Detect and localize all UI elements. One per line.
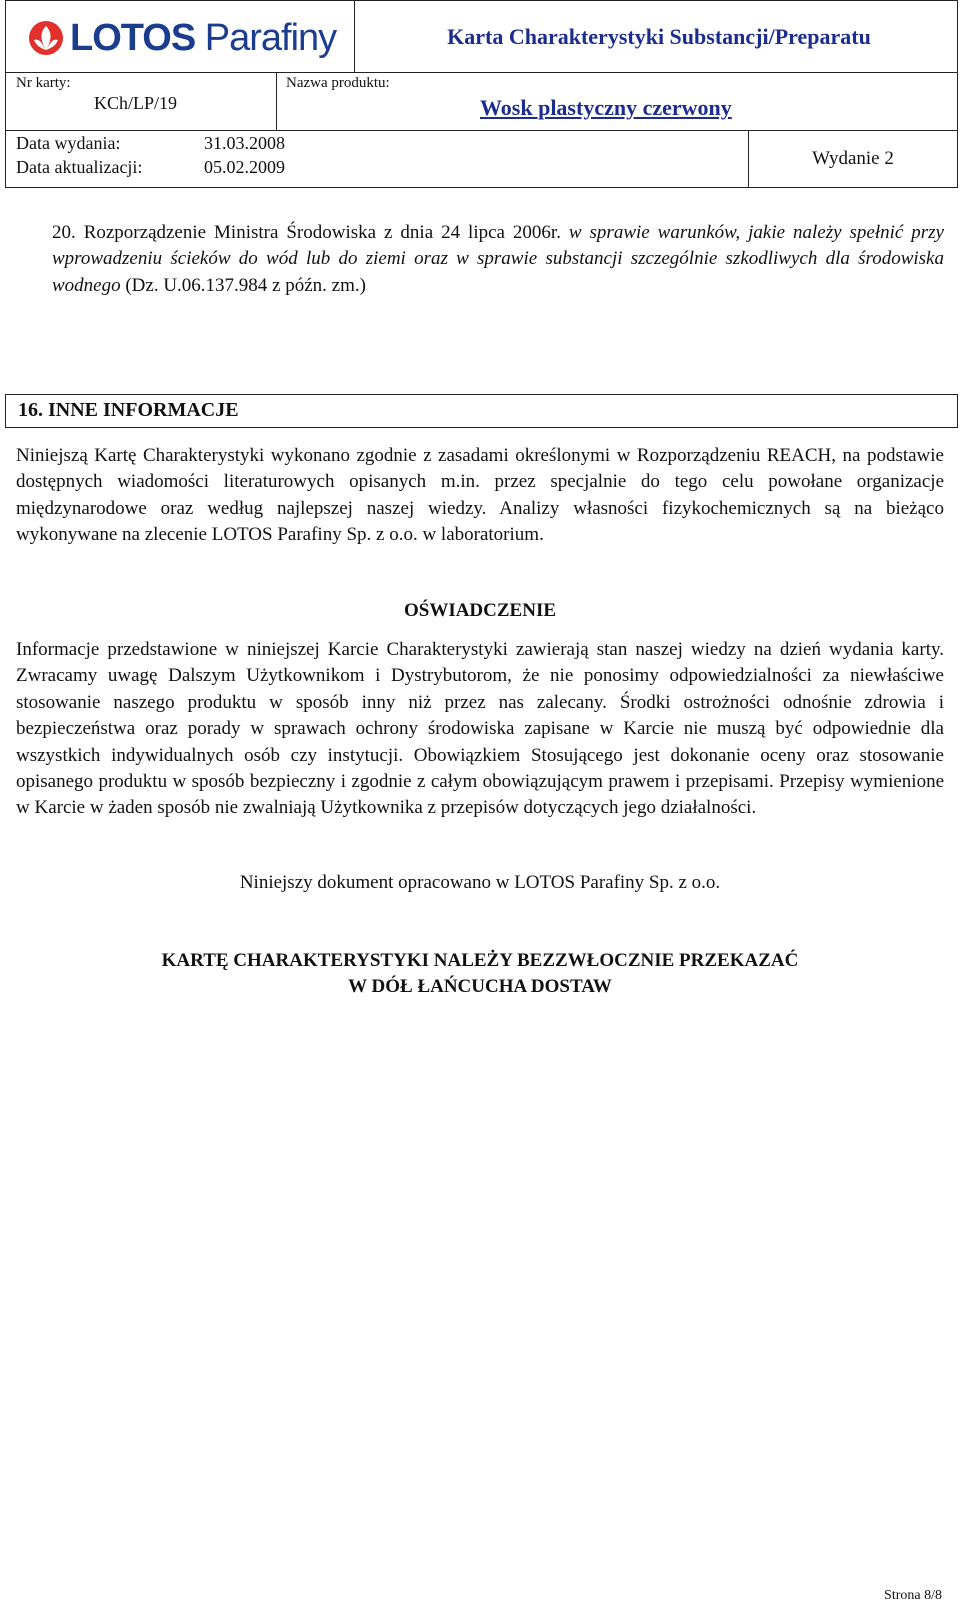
statement-text: Informacje przedstawione w niniejszej Karcie Charakterystyki zawierają stan naszej wiedzy na dzień wydania karty. Zwracamy uwagę Dalszym Użytkownikom i Dystrybutorom, że nie ponosimy odpowiedzialności za niewłaściwe stosowanie naszego produktu w sposób inny niż przez nas zalecany. Środki ostrożności odnośnie zdrowia i bezpieczeństwa oraz porady w sprawach ochrony środowiska zapisane w Karcie nie muszą być odpowiednie dla wszystkich indywidualnych osób czy instytucji. Obowiązkiem Stosującego jest dokonanie oceny oraz stosowanie opisanego produktu w sposób bezpieczny i zgodnie z całym obowiązującym prawem i przepisami. Przepisy wymienione w Karcie w żaden sposób nie zwalniają Użytkownika z przepisów dotyczących jego działalności.	[16, 639, 944, 819]
header-divider	[276, 73, 277, 130]
section-16-paragraph: Niniejszą Kartę Charakterystyki wykonano zgodnie z zasadami określonymi w Rozporządzeniu REACH, na podstawie dostępnych wiadomości literaturowych opisanych m.in. przez specjalnie do tego celu powołane organizacje międzynarodowe oraz według najlepszej naszej wiedzy. Analizy własności fizykochemicznych są na bieżąco wykonywane na zlecenie LOTOS Parafiny Sp. z o.o. w laboratorium.	[16, 445, 944, 546]
update-date-label: Data aktualizacji:	[16, 157, 143, 177]
header-dates-row	[6, 131, 957, 187]
header-top-row	[6, 1, 957, 73]
issue-date: 31.03.2008	[204, 133, 285, 153]
regulation-prefix: 20. Rozporządzenie Ministra Środowiska z dnia 24 lipca 2006r.	[52, 222, 569, 243]
header-product-row	[6, 73, 957, 131]
supply-chain-notice-line1: KARTĘ CHARAKTERYSTYKI NALEŻY BEZZWŁOCZNIE PRZEKAZAĆ	[161, 950, 799, 971]
edition-number: Wydanie 2	[812, 148, 894, 169]
supply-chain-notice-line2: W DÓŁ ŁAŃCUCHA DOSTAW	[348, 976, 612, 997]
page-number: Strona 8/8	[884, 1588, 942, 1603]
product-name-label: Nazwa produktu:	[286, 75, 390, 91]
product-name: Wosk plastyczny czerwony	[480, 95, 732, 120]
regulation-item-20	[52, 220, 944, 299]
lotos-flame-icon	[28, 20, 64, 56]
document-header	[5, 0, 958, 188]
header-divider	[354, 1, 355, 72]
document-title: Karta Charakterystyki Substancji/Preparatu	[447, 24, 871, 49]
logo-wordmark: LOTOS Parafiny	[70, 16, 337, 59]
statement-heading: OŚWIADCZENIE	[403, 600, 557, 621]
update-date: 05.02.2009	[204, 157, 285, 177]
prepared-by-note: Niniejszy dokument opracowano w LOTOS Parafiny Sp. z o.o.	[239, 872, 721, 893]
regulation-title: w sprawie warunków, jakie należy spełnić przy wprowadzeniu ścieków do wód lub do ziemi oraz w sprawie substancji szczególnie szkodliwych dla środowiska wodnego	[52, 222, 944, 296]
card-number: KCh/LP/19	[94, 93, 178, 113]
card-number-label: Nr karty:	[16, 75, 71, 91]
lotos-parafiny-logo	[28, 13, 336, 63]
regulation-citation: (Dz. U.06.137.984 z późn. zm.)	[120, 274, 366, 296]
issue-date-label: Data wydania:	[16, 133, 121, 153]
section-16-title: 16. INNE INFORMACJE	[5, 394, 958, 428]
